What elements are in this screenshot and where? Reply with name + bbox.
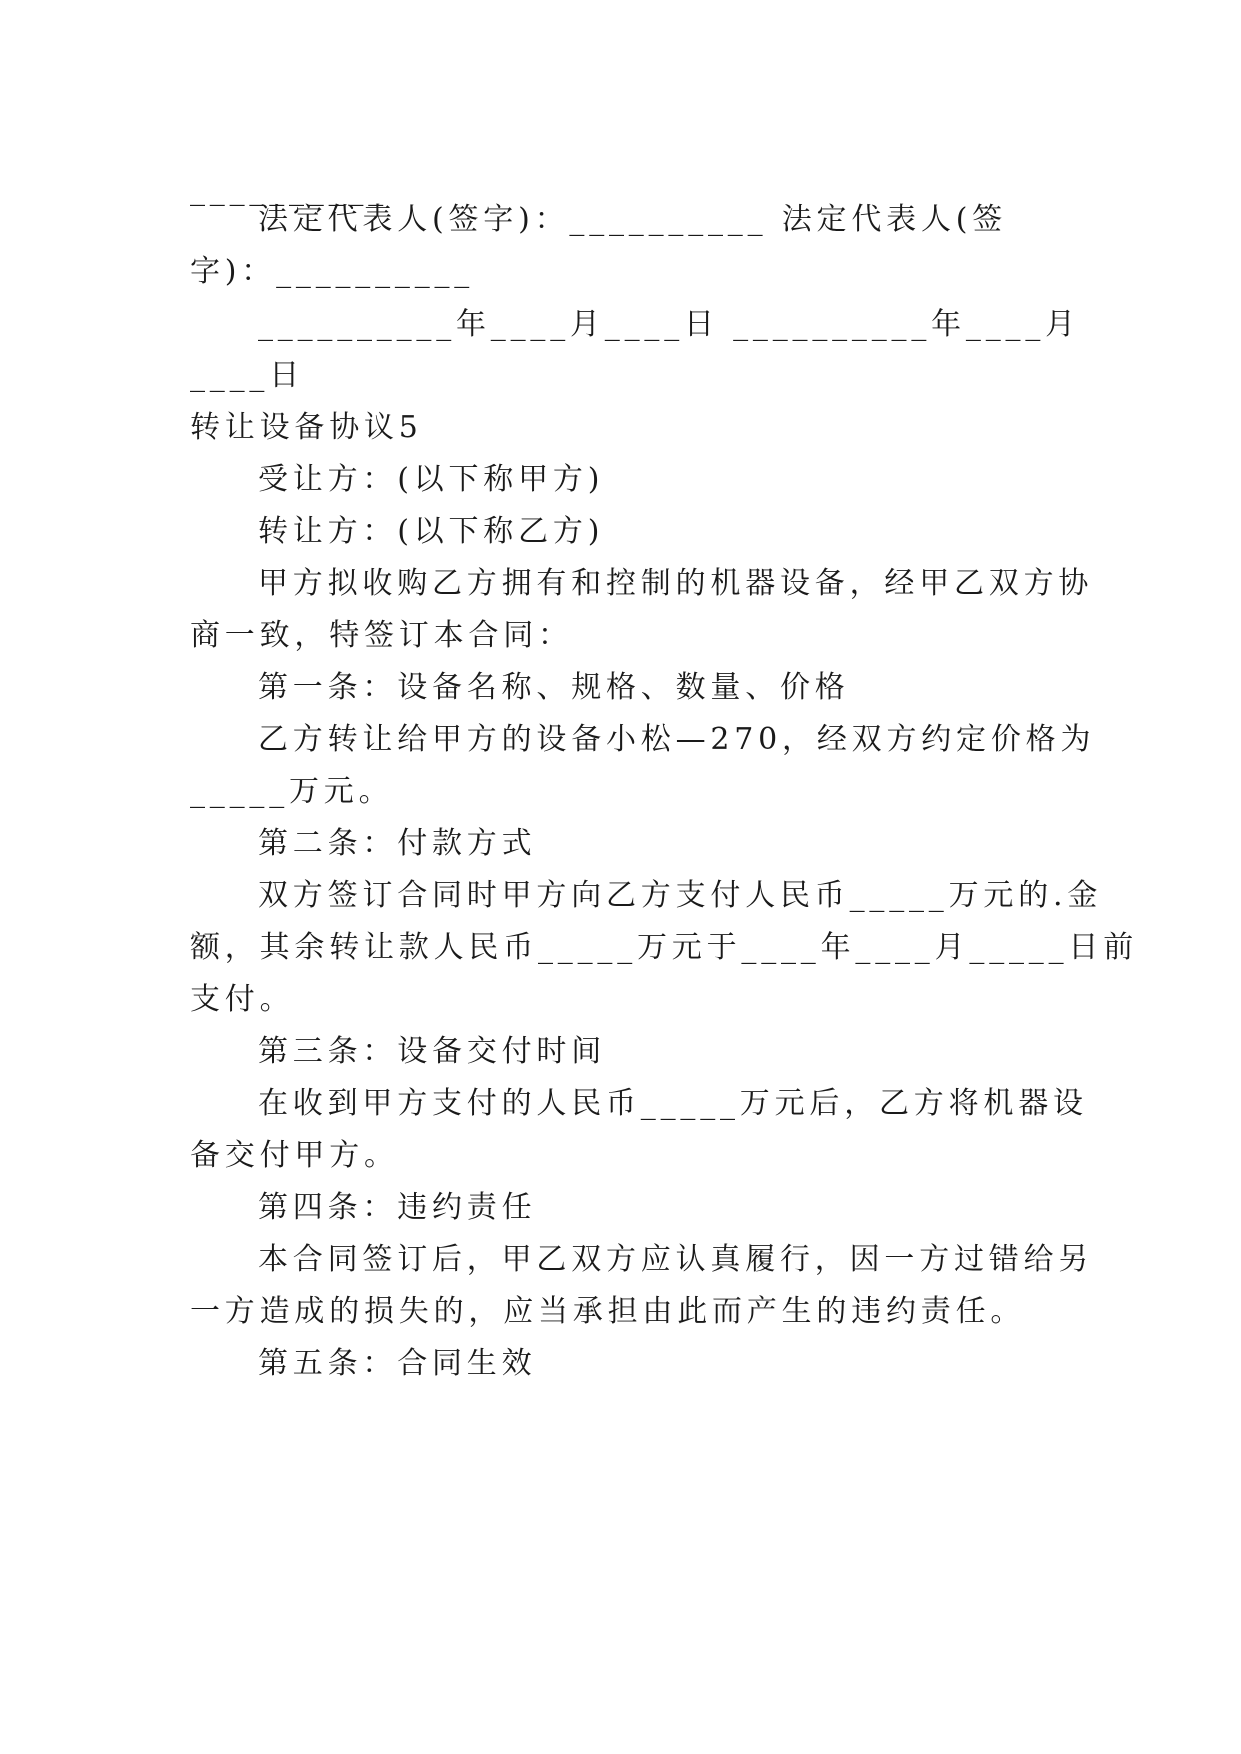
preamble-line-cont: 商一致，特签订本合同： — [190, 618, 573, 653]
date-line-cont: ____日 — [190, 358, 304, 393]
blank-line: __________ — [190, 172, 388, 207]
transferee-line: 受让方：(以下称甲方) — [258, 462, 605, 497]
transferor-line: 转让方：(以下称乙方) — [258, 514, 605, 549]
preamble-line: 甲方拟收购乙方拥有和控制的机器设备，经甲乙双方协 — [258, 566, 1094, 601]
agreement-title: 转让设备协议5 — [190, 410, 423, 445]
article-1-text-cont: _____万元。 — [190, 774, 394, 809]
article-3-heading: 第三条：设备交付时间 — [258, 1034, 606, 1069]
article-2-text-end: 支付。 — [190, 982, 295, 1017]
signature-line: 法定代表人(签字)：__________ 法定代表人(签 — [258, 202, 1008, 237]
article-2-text: 双方签订合同时甲方向乙方支付人民币_____万元的.金 — [258, 878, 1103, 913]
article-4-text: 本合同签订后，甲乙双方应认真履行，因一方过错给另 — [258, 1242, 1094, 1277]
signature-line-cont: 字)：__________ — [190, 254, 475, 289]
article-2-text-cont: 额，其余转让款人民币_____万元于____年____月_____日前 — [190, 930, 1138, 965]
article-4-heading: 第四条：违约责任 — [258, 1190, 537, 1225]
article-1-text: 乙方转让给甲方的设备小松—270，经双方约定价格为 — [258, 722, 1096, 757]
article-5-heading: 第五条：合同生效 — [258, 1346, 537, 1381]
article-2-heading: 第二条：付款方式 — [258, 826, 537, 861]
article-3-text-cont: 备交付甲方。 — [190, 1138, 399, 1173]
date-line: __________年____月____日 __________年____月 — [258, 307, 1080, 342]
article-1-heading: 第一条：设备名称、规格、数量、价格 — [258, 670, 850, 705]
article-4-text-cont: 一方造成的损失的，应当承担由此而产生的违约责任。 — [190, 1294, 1026, 1329]
article-3-text: 在收到甲方支付的人民币_____万元后，乙方将机器设 — [258, 1086, 1088, 1121]
